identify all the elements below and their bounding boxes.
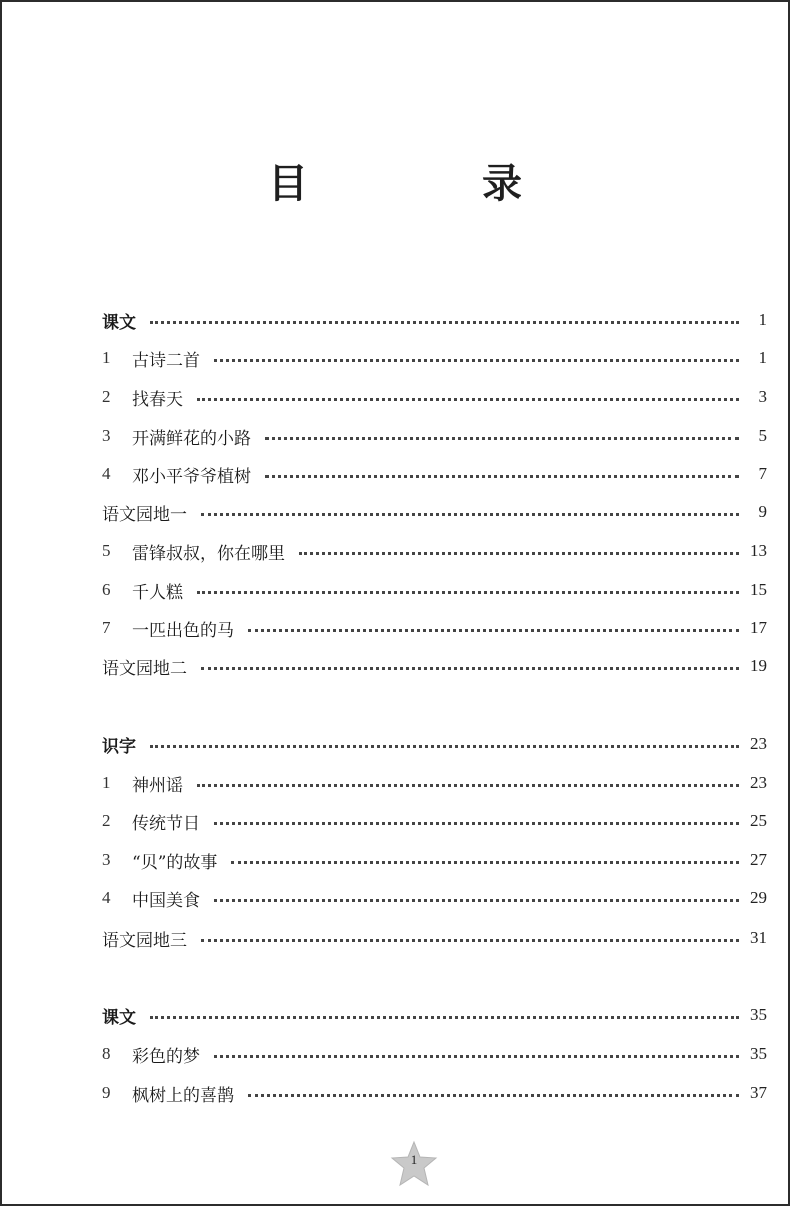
- page-number: 1: [410, 1152, 418, 1167]
- toc-number: 5: [102, 541, 111, 560]
- toc-page-number: 13: [750, 541, 767, 560]
- dot-leader: [248, 1094, 739, 1097]
- dot-leader: [150, 321, 739, 324]
- dot-leader: [197, 784, 739, 787]
- toc-number: 9: [102, 1083, 111, 1102]
- dot-leader: [265, 437, 739, 440]
- toc-page-number: 35: [750, 1005, 767, 1024]
- dot-leader: [248, 629, 739, 632]
- toc-number: 1: [102, 773, 111, 792]
- toc-label: 千人糕: [132, 582, 183, 603]
- toc-page-number: 31: [750, 928, 767, 947]
- toc-label: 语文园地一: [102, 504, 187, 525]
- dot-leader: [214, 1055, 739, 1058]
- toc-item[interactable]: [102, 769, 767, 797]
- toc-page-number: 7: [758, 464, 767, 483]
- toc-number: 4: [102, 464, 111, 483]
- toc-label: 语文园地二: [102, 658, 187, 679]
- toc-page-number: 27: [750, 850, 767, 869]
- toc-page-number: 15: [750, 580, 767, 599]
- toc-page-number: 1: [758, 310, 767, 329]
- toc-page-number: 23: [750, 773, 767, 792]
- toc-page-number: 9: [758, 502, 767, 521]
- toc-number: 7: [102, 618, 111, 637]
- toc-label: 邓小平爷爷植树: [132, 466, 251, 487]
- toc-label: 传统节日: [132, 813, 200, 834]
- toc-page-number: 25: [750, 811, 767, 830]
- toc-item[interactable]: [102, 537, 767, 565]
- dot-leader: [265, 475, 739, 478]
- toc-label: 识字: [102, 736, 136, 757]
- toc-number: 2: [102, 387, 111, 406]
- toc-number: 1: [102, 348, 111, 367]
- toc-number: 6: [102, 580, 111, 599]
- toc-number: 4: [102, 888, 111, 907]
- page-title: 目 录: [268, 161, 602, 207]
- dot-leader: [201, 667, 739, 670]
- toc-page-number: 3: [758, 387, 767, 406]
- dot-leader: [231, 861, 739, 864]
- dot-leader: [150, 1016, 739, 1019]
- toc-item[interactable]: [102, 884, 767, 912]
- toc-page-number: 19: [750, 656, 767, 675]
- dot-leader: [214, 359, 739, 362]
- toc-page-number: 23: [750, 734, 767, 753]
- toc-label: 神州谣: [132, 775, 183, 796]
- toc-label: 语文园地三: [102, 930, 187, 951]
- dot-leader: [299, 552, 739, 555]
- toc-item[interactable]: [102, 383, 767, 411]
- dot-leader: [197, 398, 739, 401]
- toc-item[interactable]: [102, 1040, 767, 1068]
- toc-item[interactable]: [102, 344, 767, 372]
- toc-label: 中国美食: [132, 890, 200, 911]
- toc-item[interactable]: [102, 652, 767, 680]
- toc-number: 8: [102, 1044, 111, 1063]
- dot-leader: [214, 822, 739, 825]
- dot-leader: [201, 939, 739, 942]
- toc-section-kewen[interactable]: [102, 306, 767, 334]
- toc-page-number: 37: [750, 1083, 767, 1102]
- toc-number: 3: [102, 426, 111, 445]
- toc-number: 3: [102, 850, 111, 869]
- toc-item[interactable]: [102, 498, 767, 526]
- toc-label: 一匹出色的马: [132, 620, 234, 641]
- toc-section-kewen[interactable]: [102, 1001, 767, 1029]
- toc-label: 课文: [102, 312, 136, 333]
- toc-label: 开满鲜花的小路: [132, 428, 251, 449]
- toc-label: 古诗二首: [132, 350, 200, 371]
- toc-item[interactable]: [102, 576, 767, 604]
- toc-page-number: 5: [758, 426, 767, 445]
- toc-item[interactable]: [102, 924, 767, 952]
- toc-number: 2: [102, 811, 111, 830]
- toc-label: 课文: [102, 1007, 136, 1028]
- toc-label: “贝”的故事: [132, 852, 218, 873]
- toc-item[interactable]: [102, 807, 767, 835]
- toc-label: 找春天: [132, 389, 183, 410]
- dot-leader: [150, 745, 739, 748]
- toc-label: 枫树上的喜鹊: [132, 1085, 234, 1106]
- toc-section-shizi[interactable]: [102, 730, 767, 758]
- toc-label: 彩色的梦: [132, 1046, 200, 1067]
- dot-leader: [214, 899, 739, 902]
- dot-leader: [197, 591, 739, 594]
- toc-item[interactable]: [102, 846, 767, 874]
- dot-leader: [201, 513, 739, 516]
- toc-page-number: 17: [750, 618, 767, 637]
- toc-page-number: 35: [750, 1044, 767, 1063]
- toc-item[interactable]: [102, 1079, 767, 1107]
- toc-item[interactable]: [102, 614, 767, 642]
- toc-label: 雷锋叔叔，你在哪里: [132, 543, 285, 564]
- toc-item[interactable]: [102, 422, 767, 450]
- toc-page-number: 1: [758, 348, 767, 367]
- toc-page-number: 29: [750, 888, 767, 907]
- toc-item[interactable]: [102, 460, 767, 488]
